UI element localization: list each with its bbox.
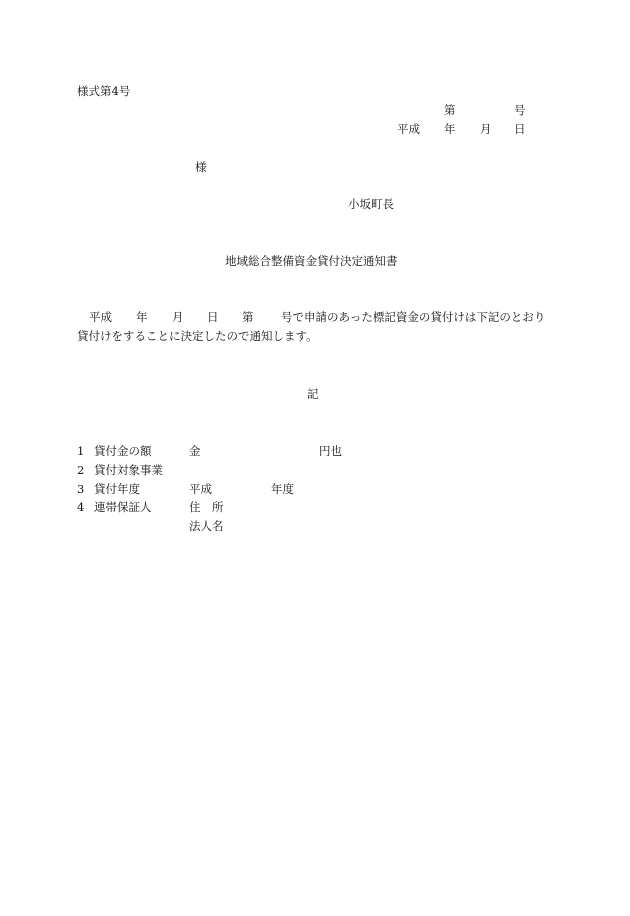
body-era: 平成 [89, 310, 112, 324]
addressee-suffix: 様 [195, 160, 207, 174]
body-month: 月 [172, 310, 184, 324]
item-label: 貸付金の額 [94, 444, 152, 458]
date-day: 日 [514, 122, 526, 136]
item-number: 1 [77, 444, 85, 458]
document-title: 地域総合整備資金貸付決定通知書 [225, 254, 398, 268]
date-era: 平成 [397, 122, 420, 136]
item-label: 貸付年度 [94, 482, 140, 496]
item-value: 住 所 [189, 500, 224, 514]
body-day: 日 [207, 310, 219, 324]
date-year: 年 [444, 122, 456, 136]
date-month: 月 [480, 122, 492, 136]
item-label: 貸付対象事業 [94, 463, 163, 477]
item-value: 金 [189, 444, 201, 458]
item-value-suffix: 年度 [271, 482, 294, 496]
doc-number-prefix: 第 [444, 103, 456, 117]
item-label: 連帯保証人 [94, 500, 152, 514]
body-year: 年 [136, 310, 148, 324]
corporate-name-label: 法人名 [189, 519, 224, 533]
issuer: 小坂町長 [348, 197, 394, 211]
body-line2: 貸付けをすることに決定したので通知します。 [77, 329, 318, 343]
body-number-prefix: 第 [242, 310, 254, 324]
item-value-suffix: 円也 [319, 444, 342, 458]
form-number: 様式第4号 [77, 84, 131, 98]
body-line1-rest: 号で申請のあった標記資金の貸付けは下記のとおり [281, 310, 546, 324]
doc-number-suffix: 号 [514, 103, 526, 117]
item-number: 2 [77, 463, 85, 477]
item-value: 平成 [189, 482, 212, 496]
ki-heading: 記 [307, 387, 319, 401]
item-number: 3 [77, 482, 85, 496]
item-number: 4 [77, 500, 85, 514]
